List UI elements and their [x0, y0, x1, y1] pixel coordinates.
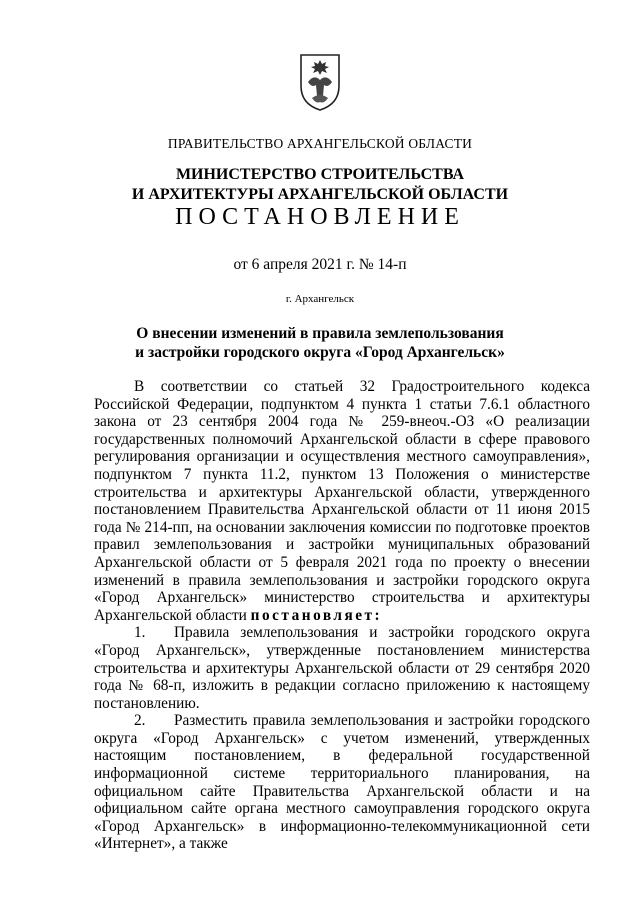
title-line-1: О внесении изменений в правила землепользования — [136, 325, 504, 342]
item-1-number: 1. — [134, 624, 146, 642]
item-2-text: Разместить правила землепользования и застройки городского округа «Город Архангельск» с учетом изменений, утвержденных настоящим постановлением, в федеральной государственной информационной системе территориального планирования, на официальном сайте Правительства Архангельской области и на официальном сайте органа местного самоуправления городского округа «Город Архангельск» в информационно-телекоммуникационной сети «Интернет», а также — [94, 712, 590, 853]
document-body — [94, 378, 590, 853]
item-1-paragraph — [94, 624, 590, 712]
title-line-2: и застройки городского округа «Город Архангельск» — [135, 344, 505, 361]
coat-of-arms-icon — [298, 52, 342, 112]
preamble-paragraph — [94, 378, 590, 624]
item-2-number: 2. — [134, 712, 146, 730]
document-type: ПОСТАНОВЛЕНИЕ — [175, 204, 465, 230]
preamble-text: В соответствии со статьей 32 Градостроительного кодекса Российской Федерации, подпунктом 4 пункта 1 статьи 7.6.1 областного закона от 23 сентября 2004 года № 259-внеоч.-ОЗ «О реализации государственных полномочий Архангельской области в сфере правового регулирования организации и осуществления местного самоуправления», подпунктом 7 пункта 11.2, пунктом 13 Положения о министерстве строительства и архитектуры Архангельской области, утвержденного постановлением Правительства Архангельской области от 11 июня 2015 года № 214-пп, на основании заключения комиссии по подготовке проектов правил землепользования и застройки муниципальных образований Архангельской области от 5 февраля 2021 года по проекту о внесении изменений в правила землепользования и застройки городского округа «Город Архангельск» министерство строительства и архитектуры Архангельской области — [94, 378, 590, 624]
city-name: г. Архангельск — [285, 293, 355, 305]
decides-word: постановляет: — [250, 606, 383, 624]
item-2-paragraph — [94, 712, 590, 853]
government-header: ПРАВИТЕЛЬСТВО АРХАНГЕЛЬСКОЙ ОБЛАСТИ — [167, 136, 473, 151]
ministry-line-1: МИНИСТЕРСТВО СТРОИТЕЛЬСТВА — [175, 166, 465, 183]
ministry-name — [0, 165, 640, 205]
date-number: от 6 апреля 2021 г. № 14-п — [233, 256, 407, 273]
item-1-text: Правила землепользования и застройки городского округа «Город Архангельск», утвержденные постановлением министерства строительства и архитектуры Архангельской области от 29 сентября 2020 года № 68-п, изложить в редакции согласно приложению к настоящему постановлению. — [94, 624, 590, 712]
ministry-line-2: И АРХИТЕКТУРЫ АРХАНГЕЛЬСКОЙ ОБЛАСТИ — [131, 186, 509, 203]
document-title — [0, 324, 640, 362]
